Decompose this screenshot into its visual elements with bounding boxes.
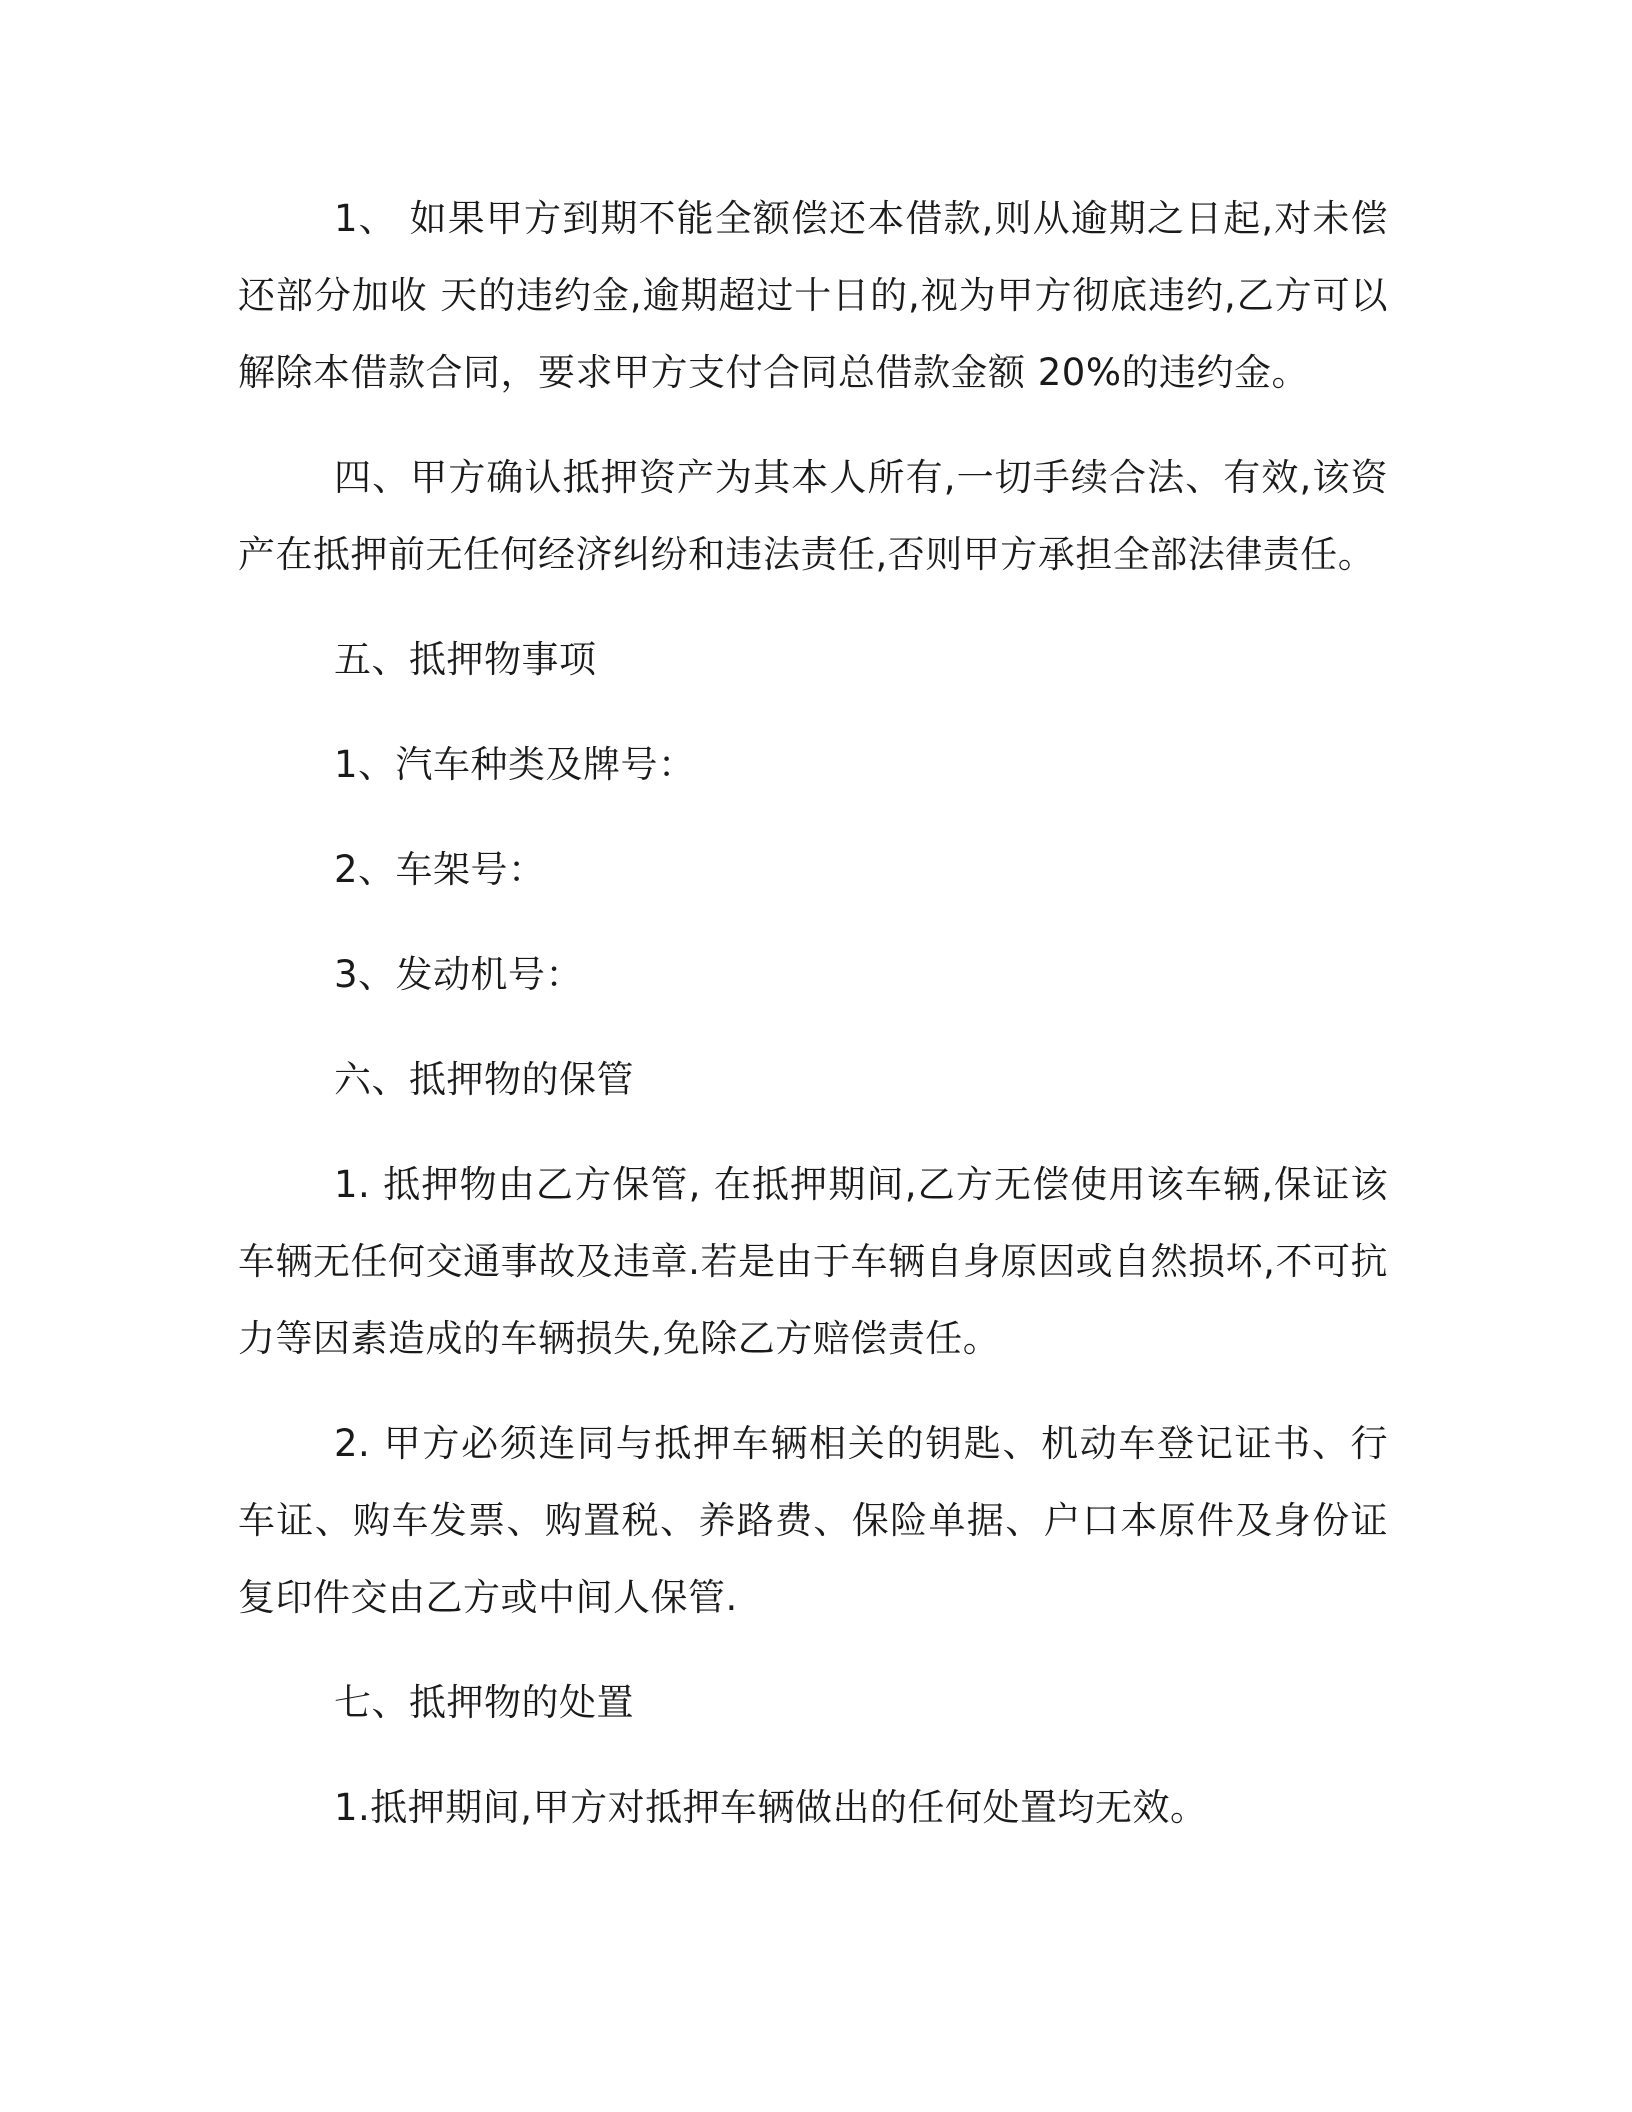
paragraph-disposal-1: 1.抵押期间,甲方对抵押车辆做出的任何处置均无效。 bbox=[334, 1786, 1208, 1829]
document-body bbox=[238, 180, 1388, 1846]
paragraph-clause-4: 四、甲方确认抵押资产为其本人所有,一切手续合法、有效,该资产在抵押前无任何经济纠纷和违法责任,否则甲方承担全部法律责任。 bbox=[238, 456, 1388, 576]
field-engine-number: 3、发动机号： bbox=[334, 953, 584, 996]
heading-clause-6: 六、抵押物的保管 bbox=[334, 1058, 634, 1101]
field-vehicle-type: 1、汽车种类及牌号： bbox=[334, 743, 696, 786]
field-vin: 2、车架号： bbox=[334, 848, 546, 891]
heading-clause-7: 七、抵押物的处置 bbox=[334, 1681, 634, 1724]
paragraph-overdue-penalty: 1、 如果甲方到期不能全额偿还本借款,则从逾期之日起,对未偿还部分加收 天的违约金,逾期超过十日的,视为甲方彻底违约,乙方可以解除本借款合同，要求甲方支付合同总借款金额 20%的违约金。 bbox=[238, 197, 1388, 394]
paragraph-custody-2: 2. 甲方必须连同与抵押车辆相关的钥匙、机动车登记证书、行车证、购车发票、购置税、养路费、保险单据、户口本原件及身份证复印件交由乙方或中间人保管. bbox=[238, 1422, 1388, 1619]
heading-clause-5: 五、抵押物事项 bbox=[334, 638, 597, 681]
paragraph-custody-1: 1. 抵押物由乙方保管, 在抵押期间,乙方无偿使用该车辆,保证该车辆无任何交通事故及违章.若是由于车辆自身原因或自然损坏,不可抗力等因素造成的车辆损失,免除乙方赔偿责任。 bbox=[238, 1163, 1388, 1360]
